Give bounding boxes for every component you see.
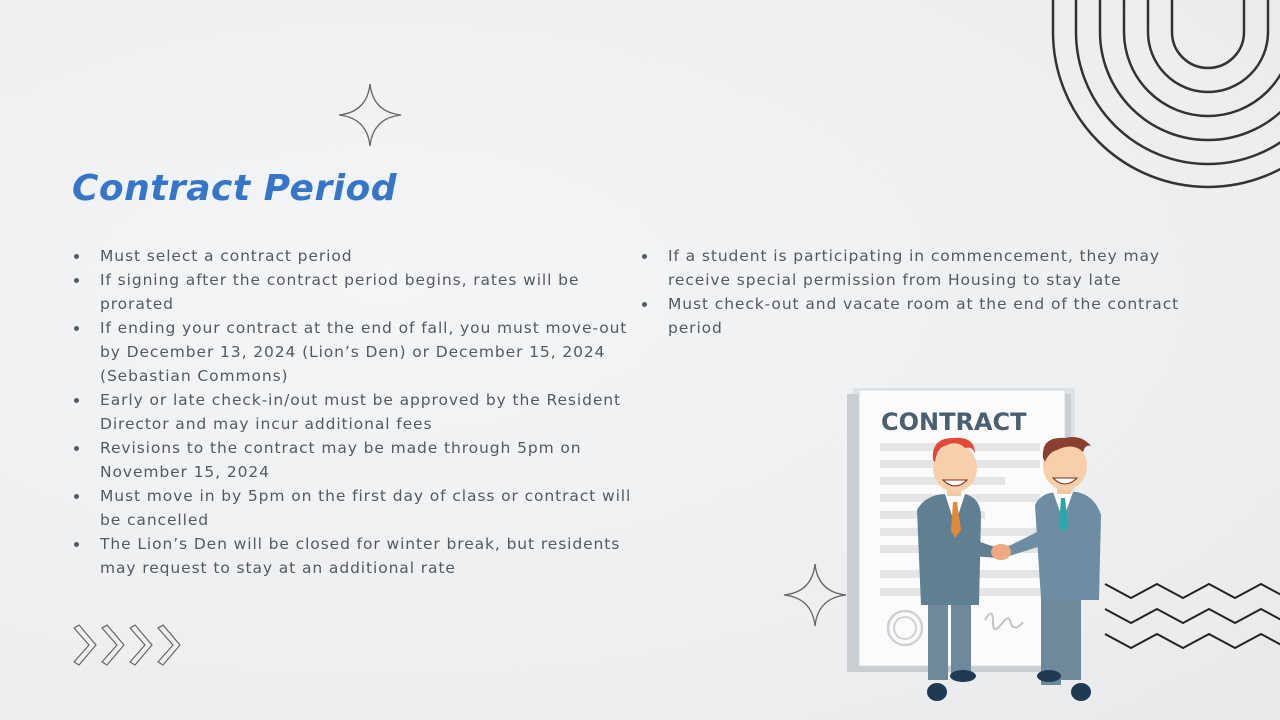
left-bullet-list: [72, 244, 642, 580]
page-title: Contract Period: [72, 168, 398, 209]
list-item: Must check-out and vacate room at the end of the contract period: [640, 292, 1180, 340]
sparkle-icon: [337, 82, 403, 148]
right-bullet-list: [640, 244, 1180, 340]
list-item: Must move in by 5pm on the first day of class or contract will be cancelled: [72, 484, 642, 532]
list-item: Early or late check-in/out must be approved by the Resident Director and may incur additional fees: [72, 388, 642, 436]
list-item: If ending your contract at the end of fall, you must move-out by December 13, 2024 (Lion’s Den) or December 15, 2024 (Sebastian Commons): [72, 316, 642, 388]
sparkle-icon: [782, 562, 848, 628]
list-item: Must select a contract period: [72, 244, 642, 268]
concentric-arches-decoration: [1040, 0, 1280, 200]
zigzag-decoration: [1100, 576, 1280, 652]
list-item: If a student is participating in commencement, they may receive special permission from Housing to stay late: [640, 244, 1180, 292]
list-item: The Lion’s Den will be closed for winter break, but residents may request to stay at an additional rate: [72, 532, 642, 580]
list-item: Revisions to the contract may be made through 5pm on November 15, 2024: [72, 436, 642, 484]
chevrons-decoration: [70, 624, 186, 668]
contract-heading: CONTRACT: [881, 408, 1027, 436]
list-item: If signing after the contract period begins, rates will be prorated: [72, 268, 642, 316]
contract-handshake-illustration: [845, 380, 1105, 710]
